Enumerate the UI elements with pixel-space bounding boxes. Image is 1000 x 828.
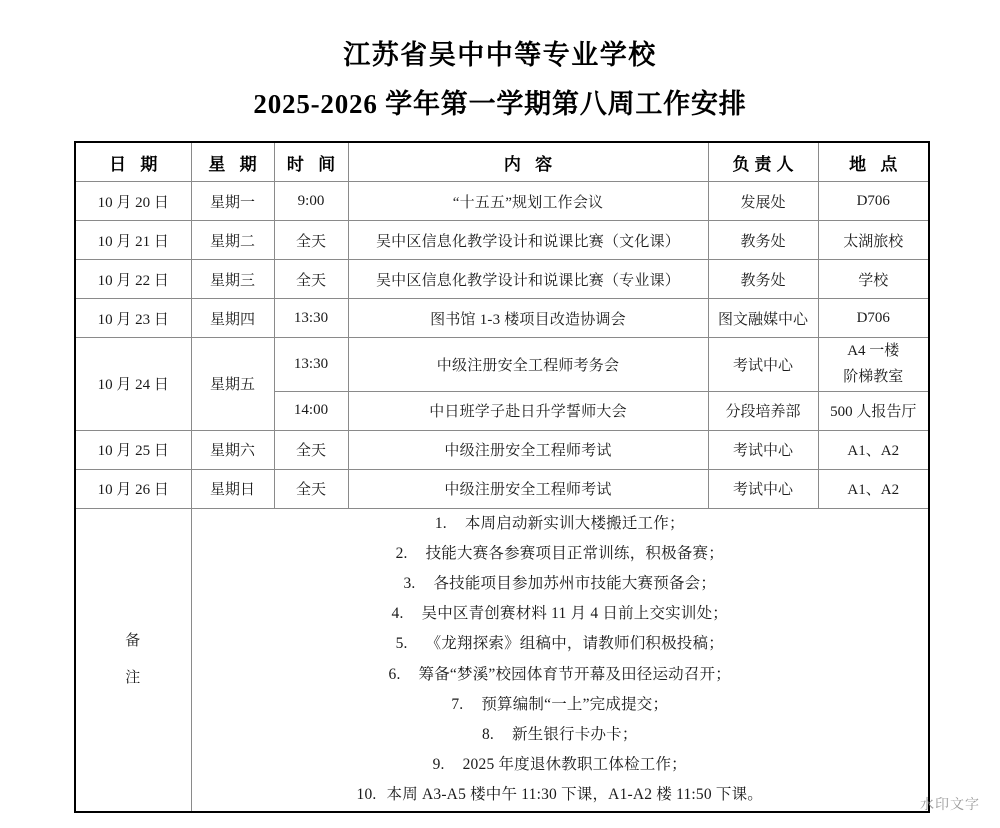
- cell-place: 太湖旅校: [818, 221, 929, 260]
- cell-weekday: 星期三: [191, 260, 274, 299]
- cell-content: 中级注册安全工程师考试: [348, 469, 708, 508]
- header-date: 日 期: [75, 142, 191, 182]
- note-text: 技能大赛各参赛项目正常训练，积极备赛；: [425, 544, 724, 562]
- cell-owner: 图文融媒中心: [708, 299, 818, 338]
- note-text: 本周 A3-A5 楼中午 11:30 下课，A1-A2 楼 11:50 下课。: [386, 786, 763, 804]
- header-weekday: 星 期: [191, 142, 274, 182]
- header-time: 时 间: [274, 142, 348, 182]
- note-number: 5.: [395, 635, 408, 653]
- cell-date: 10 月 21 日: [75, 221, 191, 260]
- note-item: [196, 780, 925, 810]
- cell-place: A1、A2: [818, 469, 929, 508]
- cell-weekday: 星期日: [191, 469, 274, 508]
- watermark-text: 水印文字: [920, 798, 980, 813]
- note-number: 2.: [395, 544, 408, 562]
- cell-place-line-1: A4 一楼: [847, 343, 900, 359]
- note-item: [196, 629, 925, 659]
- note-number: 7.: [451, 695, 464, 713]
- note-item: [196, 509, 925, 539]
- note-text: 新生银行卡办卡；: [511, 726, 638, 744]
- cell-time: 全天: [274, 221, 348, 260]
- table-row: [75, 299, 929, 338]
- title-block: [0, 0, 1000, 121]
- cell-time: 全天: [274, 430, 348, 469]
- notes-row: [75, 508, 929, 812]
- cell-place: 学校: [818, 260, 929, 299]
- cell-weekday: 星期一: [191, 182, 274, 221]
- notes-label-line-2: 注: [125, 669, 142, 686]
- cell-owner: 分段培养部: [708, 391, 818, 430]
- header-place: 地 点: [818, 142, 929, 182]
- cell-weekday: 星期四: [191, 299, 274, 338]
- notes-list: [196, 509, 925, 811]
- cell-date: 10 月 23 日: [75, 299, 191, 338]
- note-text: 2025 年度退休教职工体检工作；: [462, 756, 687, 774]
- cell-time: 13:30: [274, 338, 348, 392]
- cell-place: 500 人报告厅: [818, 391, 929, 430]
- cell-time: 全天: [274, 260, 348, 299]
- cell-owner: 发展处: [708, 182, 818, 221]
- notes-label-cell: [75, 508, 191, 812]
- note-text: 预算编制“一上”完成提交；: [481, 695, 669, 713]
- cell-content: “十五五”规划工作会议: [348, 182, 708, 221]
- weekly-schedule-table: [74, 141, 930, 813]
- note-number: 10.: [356, 786, 377, 804]
- cell-weekday: 星期五: [191, 338, 274, 431]
- cell-time: 13:30: [274, 299, 348, 338]
- table-header-row: [75, 142, 929, 182]
- cell-weekday: 星期二: [191, 221, 274, 260]
- cell-time: 全天: [274, 469, 348, 508]
- cell-content: 中日班学子赴日升学誓师大会: [348, 391, 708, 430]
- table-row: [75, 260, 929, 299]
- note-text: 各技能项目参加苏州市技能大赛预备会；: [433, 574, 717, 592]
- notes-body-cell: [191, 508, 929, 812]
- cell-date: 10 月 22 日: [75, 260, 191, 299]
- cell-owner: 考试中心: [708, 469, 818, 508]
- cell-place-line-2: 阶梯教室: [843, 369, 904, 386]
- note-item: [196, 690, 925, 720]
- cell-content: 吴中区信息化教学设计和说课比赛（专业课）: [348, 260, 708, 299]
- notes-label-line-1: 备: [125, 632, 142, 649]
- schedule-subtitle: 2025-2026 学年第一学期第八周工作安排: [253, 88, 747, 119]
- schedule-table-wrapper: [74, 141, 928, 813]
- note-number: 4.: [391, 605, 404, 623]
- cell-content: 中级注册安全工程师考试: [348, 430, 708, 469]
- cell-content: 图书馆 1-3 楼项目改造协调会: [348, 299, 708, 338]
- cell-content: 中级注册安全工程师考务会: [348, 338, 708, 392]
- table-row: [75, 338, 929, 392]
- cell-time: 14:00: [274, 391, 348, 430]
- cell-date: 10 月 26 日: [75, 469, 191, 508]
- note-item: [196, 720, 925, 750]
- note-number: 3.: [403, 574, 416, 592]
- note-text: 筹备“梦溪”校园体育节开幕及田径运动召开；: [418, 665, 731, 683]
- note-text: 吴中区青创赛材料 11 月 4 日前上交实训处；: [421, 605, 728, 623]
- cell-content: 吴中区信息化教学设计和说课比赛（文化课）: [348, 221, 708, 260]
- table-row: [75, 182, 929, 221]
- table-row: [75, 221, 929, 260]
- note-item: [196, 569, 925, 599]
- cell-owner: 教务处: [708, 260, 818, 299]
- cell-date: 10 月 24 日: [75, 338, 191, 431]
- note-number: 1.: [434, 514, 447, 532]
- note-number: 6.: [388, 665, 401, 683]
- cell-weekday: 星期六: [191, 430, 274, 469]
- note-text: 《龙翔探索》组稿中，请教师们积极投稿；: [425, 635, 724, 653]
- cell-owner: 考试中心: [708, 338, 818, 392]
- table-row: [75, 469, 929, 508]
- cell-place: [818, 338, 929, 392]
- school-name-title: 江苏省吴中中等专业学校: [343, 40, 657, 70]
- cell-place: D706: [818, 182, 929, 221]
- cell-owner: 教务处: [708, 221, 818, 260]
- cell-place: D706: [818, 299, 929, 338]
- header-content: 内 容: [348, 142, 708, 182]
- table-row: [75, 430, 929, 469]
- cell-place: A1、A2: [818, 430, 929, 469]
- cell-time: 9:00: [274, 182, 348, 221]
- cell-date: 10 月 25 日: [75, 430, 191, 469]
- note-number: 8.: [481, 726, 494, 744]
- note-item: [196, 599, 925, 629]
- cell-date: 10 月 20 日: [75, 182, 191, 221]
- header-owner: 负责人: [708, 142, 818, 182]
- note-item: [196, 539, 925, 569]
- note-item: [196, 750, 925, 780]
- note-item: [196, 660, 925, 690]
- cell-owner: 考试中心: [708, 430, 818, 469]
- note-number: 9.: [432, 756, 445, 774]
- note-text: 本周启动新实训大楼搬迁工作；: [464, 514, 685, 532]
